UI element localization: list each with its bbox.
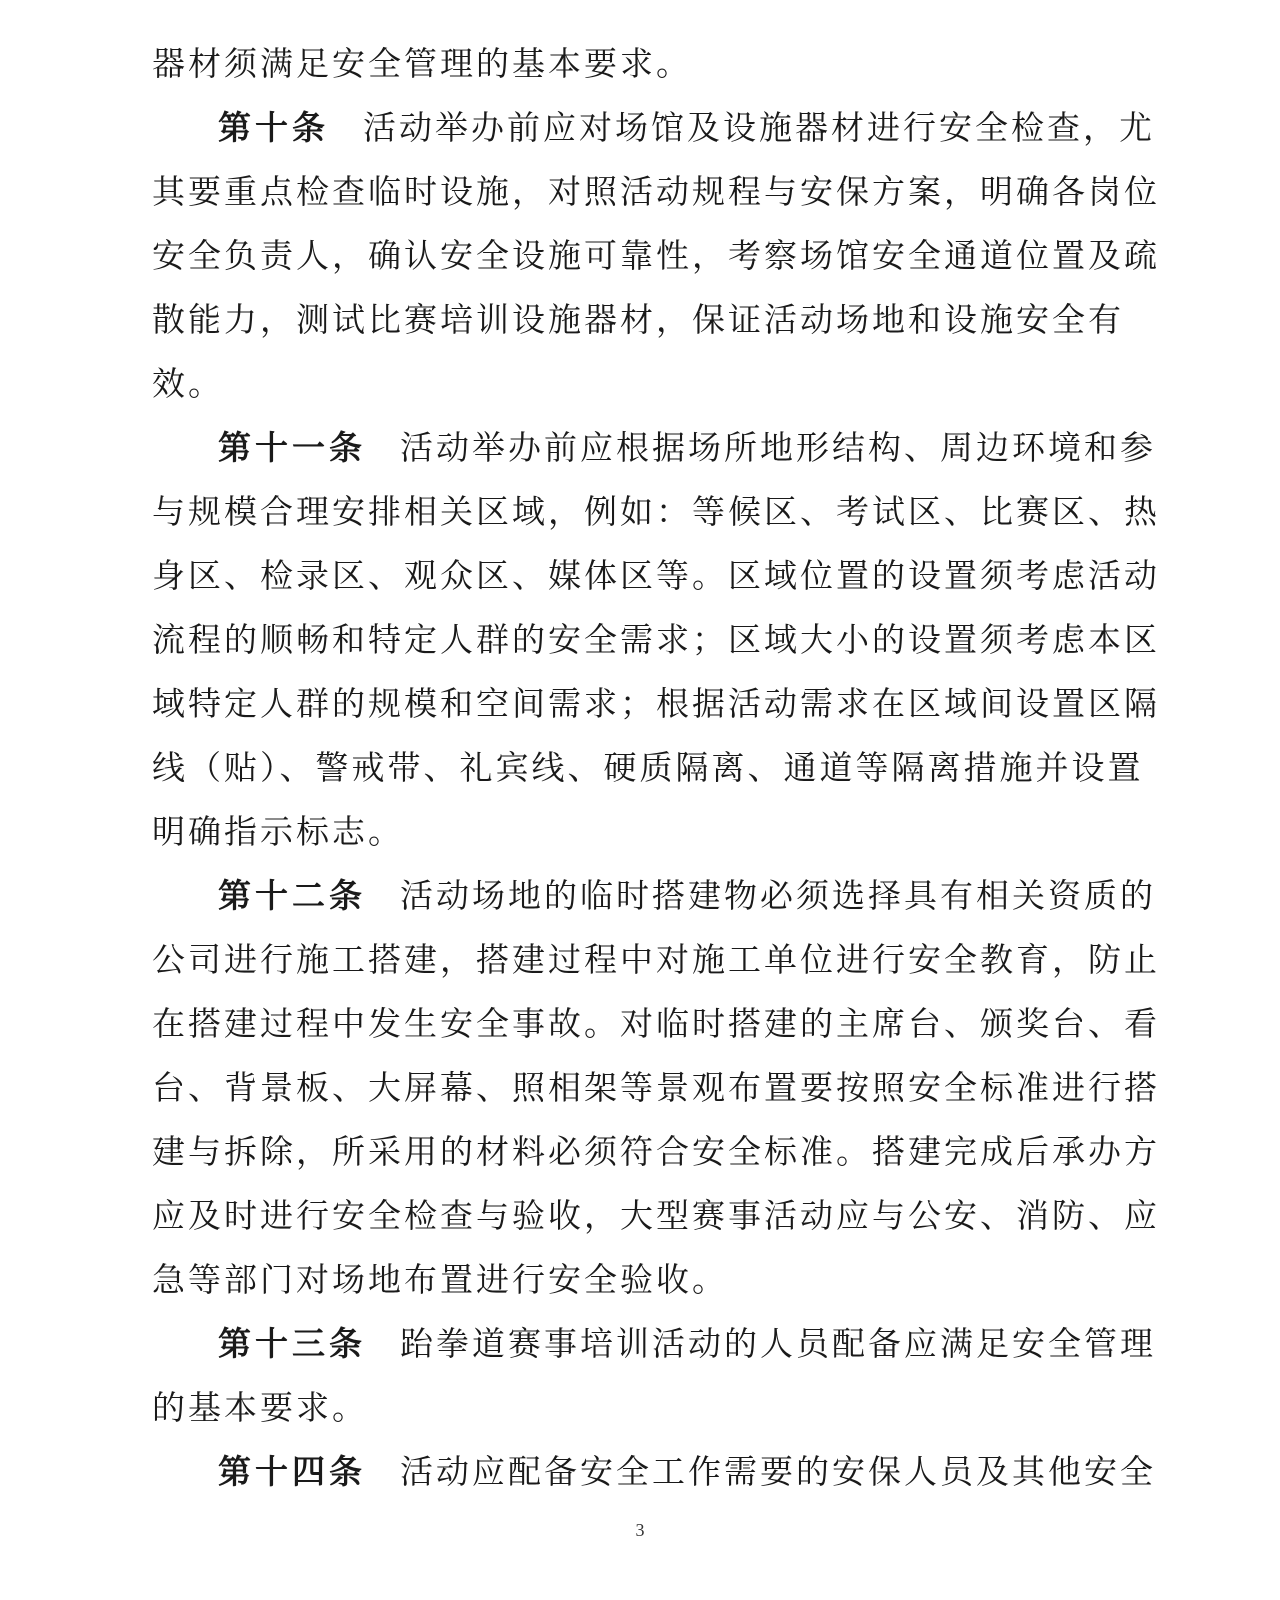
article-number: 第十条 [218, 108, 329, 147]
text-line: 安全负责人，确认安全设施可靠性，考察场馆安全通道位置及疏 [152, 236, 1160, 275]
text-line: 活动场地的临时搭建物必须选择具有相关资质的 [400, 876, 1156, 915]
article-first-line [152, 864, 1156, 928]
text-line: 流程的顺畅和特定人群的安全需求；区域大小的设置须考虑本区 [152, 620, 1160, 659]
text-line: 在搭建过程中发生安全事故。对临时搭建的主席台、颁奖台、看 [152, 1004, 1160, 1043]
text-line: 身区、检录区、观众区、媒体区等。区域位置的设置须考虑活动 [152, 556, 1160, 595]
article-number: 第十四条 [218, 1452, 366, 1491]
article-10 [152, 96, 1160, 416]
text-line: 域特定人群的规模和空间需求；根据活动需求在区域间设置区隔 [152, 684, 1160, 723]
text-line: 活动应配备安全工作需要的安保人员及其他安全 [400, 1452, 1156, 1491]
article-12 [152, 864, 1160, 1312]
continuation-paragraph [152, 32, 1092, 96]
article-first-line [152, 416, 1156, 480]
article-first-line [152, 1440, 1156, 1504]
article-number: 第十一条 [218, 428, 366, 467]
text-line: 公司进行施工搭建，搭建过程中对施工单位进行安全教育，防止 [152, 940, 1160, 979]
text-line: 活动举办前应根据场所地形结构、周边环境和参 [400, 428, 1156, 467]
text-line: 活动举办前应对场馆及设施器材进行安全检查，尤 [363, 108, 1155, 147]
article-first-line [152, 96, 1155, 160]
text-line: 器材须满足安全管理的基本要求。 [152, 44, 692, 83]
text-line: 台、背景板、大屏幕、照相架等景观布置要按照安全标准进行搭 [152, 1068, 1160, 1107]
article-11 [152, 416, 1160, 864]
article-14 [152, 1440, 1156, 1504]
text-line: 明确指示标志。 [152, 812, 404, 851]
text-line: 应及时进行安全检查与验收，大型赛事活动应与公安、消防、应 [152, 1196, 1160, 1235]
article-number: 第十三条 [218, 1324, 366, 1363]
text-line: 其要重点检查临时设施，对照活动规程与安保方案，明确各岗位 [152, 172, 1160, 211]
text-line: 的基本要求。 [152, 1388, 368, 1427]
text-line: 效。 [152, 364, 224, 403]
text-line: 散能力，测试比赛培训设施器材，保证活动场地和设施安全有 [152, 300, 1124, 339]
text-line: 与规模合理安排相关区域，例如：等候区、考试区、比赛区、热 [152, 492, 1160, 531]
article-13 [152, 1312, 1156, 1440]
text-line: 急等部门对场地布置进行安全验收。 [152, 1260, 728, 1299]
document-page [152, 32, 1160, 1504]
article-first-line [152, 1312, 1156, 1376]
article-number: 第十二条 [218, 876, 366, 915]
page-number: 3 [635, 1520, 645, 1540]
text-line: 线（贴）、警戒带、礼宾线、硬质隔离、通道等隔离措施并设置 [152, 748, 1144, 787]
text-line: 跆拳道赛事培训活动的人员配备应满足安全管理 [400, 1324, 1156, 1363]
text-line: 建与拆除，所采用的材料必须符合安全标准。搭建完成后承办方 [152, 1132, 1160, 1171]
